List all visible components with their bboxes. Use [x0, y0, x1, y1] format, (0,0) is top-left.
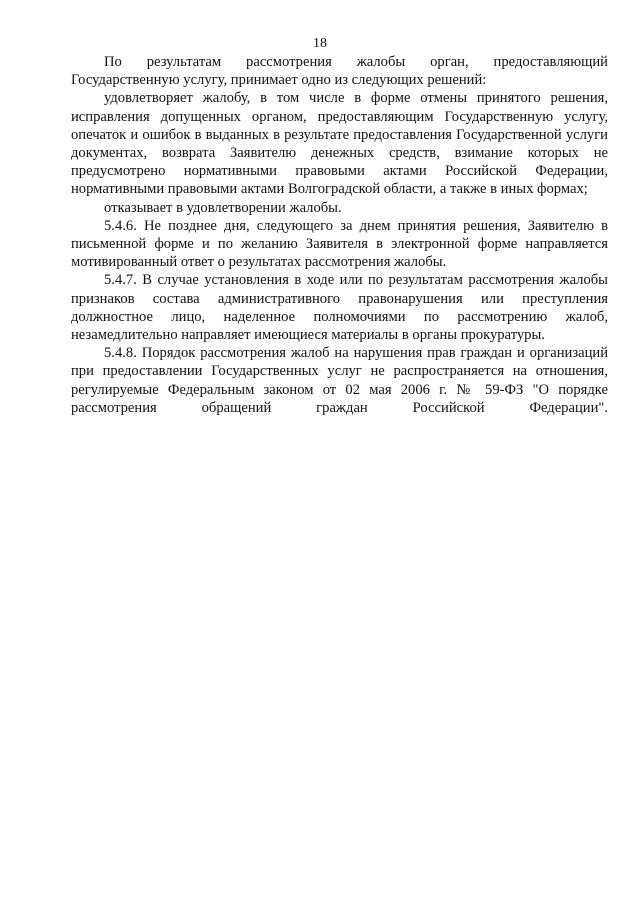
page-number: 18	[313, 36, 327, 51]
paragraph-satisfy-complaint: удовлетворяет жалобу, в том числе в форме отмены принятого решения, исправления допущенных органом, предоставляющим Государственную услугу, опечаток и ошибок в выданных в результате предоставления Государственной услуги документах, возврата Заявителю денежных средств, взимание которых не предусмотрено нормативными правовыми актами Российской Федерации, нормативными правовыми актами Волгоградской области, а также в иных формах;	[71, 90, 608, 198]
paragraph-5-4-7: 5.4.7. В случае установления в ходе или по результатам рассмотрения жалобы признаков состава административного правонарушения или преступления должностное лицо, наделенное полномочиями по рассмотрению жалоб, незамедлительно направляет имеющиеся материалы в органы прокуратуры.	[71, 272, 608, 344]
paragraph-reject-complaint: отказывает в удовлетворении жалобы.	[104, 199, 342, 216]
document-body	[71, 53, 608, 417]
paragraph-5-4-8: 5.4.8. Порядок рассмотрения жалоб на нарушения прав граждан и организаций при предоставлении Государственных услуг не распространяется на отношения, регулируемые Федеральным законом от 02 мая 2006 г. № 59-ФЗ "О порядке рассмотрения обращений граждан Российской Федерации".	[71, 345, 608, 416]
paragraph-5-4-6: 5.4.6. Не позднее дня, следующего за днем принятия решения, Заявителю в письменной форме и по желанию Заявителя в электронной форме направляется мотивированный ответ о результатах рассмотрения жалобы.	[71, 217, 608, 271]
paragraph-decision-options: По результатам рассмотрения жалобы орган, предоставляющий Государственную услугу, принимает одно из следующих решений:	[71, 54, 608, 89]
